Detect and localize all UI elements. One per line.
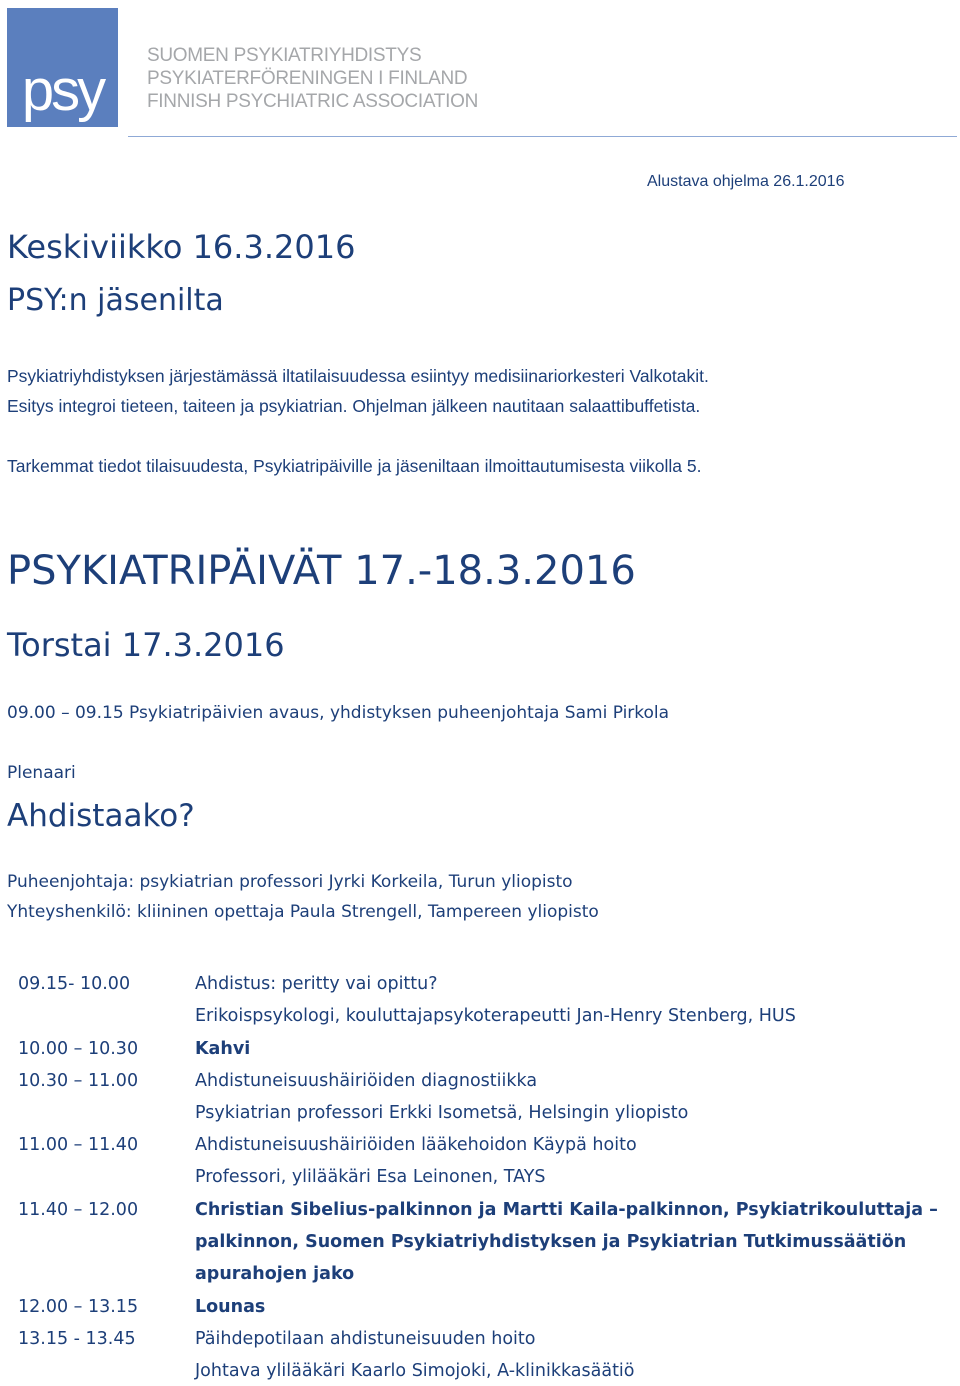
schedule-item: Ahdistus: peritty vai opittu? <box>195 974 438 994</box>
schedule-item: palkinnon, Suomen Psykiatriyhdistyksen ja Psykiatrian Tutkimussäätiön <box>195 1232 907 1252</box>
org-name-sv: PSYKIATERFÖRENINGEN I FINLAND <box>147 68 468 89</box>
schedule-time: 10.00 – 10.30 <box>18 1039 139 1059</box>
schedule-time: 11.40 – 12.00 <box>18 1200 139 1220</box>
chairperson: Puheenjohtaja: psykiatrian professori Jyrki Korkeila, Turun yliopisto <box>7 872 573 892</box>
schedule-item: Ahdistuneisuushäiriöiden lääkehoidon Käypä hoito <box>195 1135 637 1155</box>
registration-note: Tarkemmat tiedot tilaisuudesta, Psykiatripäiville ja jäseniltaan ilmoittautumisesta viikolla 5. <box>7 456 702 476</box>
schedule-time: 12.00 – 13.15 <box>18 1297 139 1317</box>
schedule-speaker: Psykiatrian professori Erkki Isometsä, Helsingin yliopisto <box>195 1103 689 1123</box>
plenary-title: Ahdistaako? <box>7 798 195 834</box>
schedule-item: Ahdistuneisuushäiriöiden diagnostiikka <box>195 1071 538 1091</box>
conference-title: PSYKIATRIPÄIVÄT 17.-18.3.2016 <box>7 548 636 594</box>
evening-description-line: Esitys integroi tieteen, taiteen ja psykiatrian. Ohjelman jälkeen nautitaan salaattibuffetista. <box>7 396 701 416</box>
schedule-item: Päihdepotilaan ahdistuneisuuden hoito <box>195 1329 536 1349</box>
schedule-time: 13.15 - 13.45 <box>18 1329 136 1349</box>
wednesday-heading: Keskiviikko 16.3.2016 <box>7 228 356 266</box>
schedule-time: 11.00 – 11.40 <box>18 1135 139 1155</box>
org-name-fi: SUOMEN PSYKIATRIYHDISTYS <box>147 45 422 66</box>
opening-session: 09.00 – 09.15 Psykiatripäivien avaus, yhdistyksen puheenjohtaja Sami Pirkola <box>7 703 670 723</box>
schedule-speaker: Professori, ylilääkäri Esa Leinonen, TAYS <box>195 1167 546 1187</box>
schedule-time: 10.30 – 11.00 <box>18 1071 139 1091</box>
header-divider <box>128 136 957 137</box>
schedule-speaker: Erikoispsykologi, kouluttajapsykoterapeutti Jan-Henry Stenberg, HUS <box>195 1006 796 1026</box>
contact-person: Yhteyshenkilö: kliininen opettaja Paula Strengell, Tampereen yliopisto <box>7 902 599 922</box>
thursday-heading: Torstai 17.3.2016 <box>7 626 285 664</box>
schedule-time: 09.15- 10.00 <box>18 974 131 994</box>
member-evening-heading: PSY:n jäsenilta <box>7 283 224 318</box>
organization-names <box>147 44 478 113</box>
psy-logo <box>7 8 118 127</box>
schedule-speaker: Johtava ylilääkäri Kaarlo Simojoki, A-klinikkasäätiö <box>195 1361 635 1381</box>
schedule-item: apurahojen jako <box>195 1264 355 1284</box>
schedule-item: Kahvi <box>195 1039 251 1059</box>
schedule-item: Lounas <box>195 1297 266 1317</box>
logo-text: psy <box>21 58 104 123</box>
section-label: Plenaari <box>7 763 76 783</box>
draft-label: Alustava ohjelma 26.1.2016 <box>647 173 845 190</box>
evening-description-line: Psykiatriyhdistyksen järjestämässä iltatilaisuudessa esiintyy medisiinariorkesteri Valkotakit. <box>7 366 709 386</box>
schedule-item: Christian Sibelius-palkinnon ja Martti Kaila-palkinnon, Psykiatrikouluttaja – <box>195 1200 938 1220</box>
org-name-en: FINNISH PSYCHIATRIC ASSOCIATION <box>147 91 478 112</box>
